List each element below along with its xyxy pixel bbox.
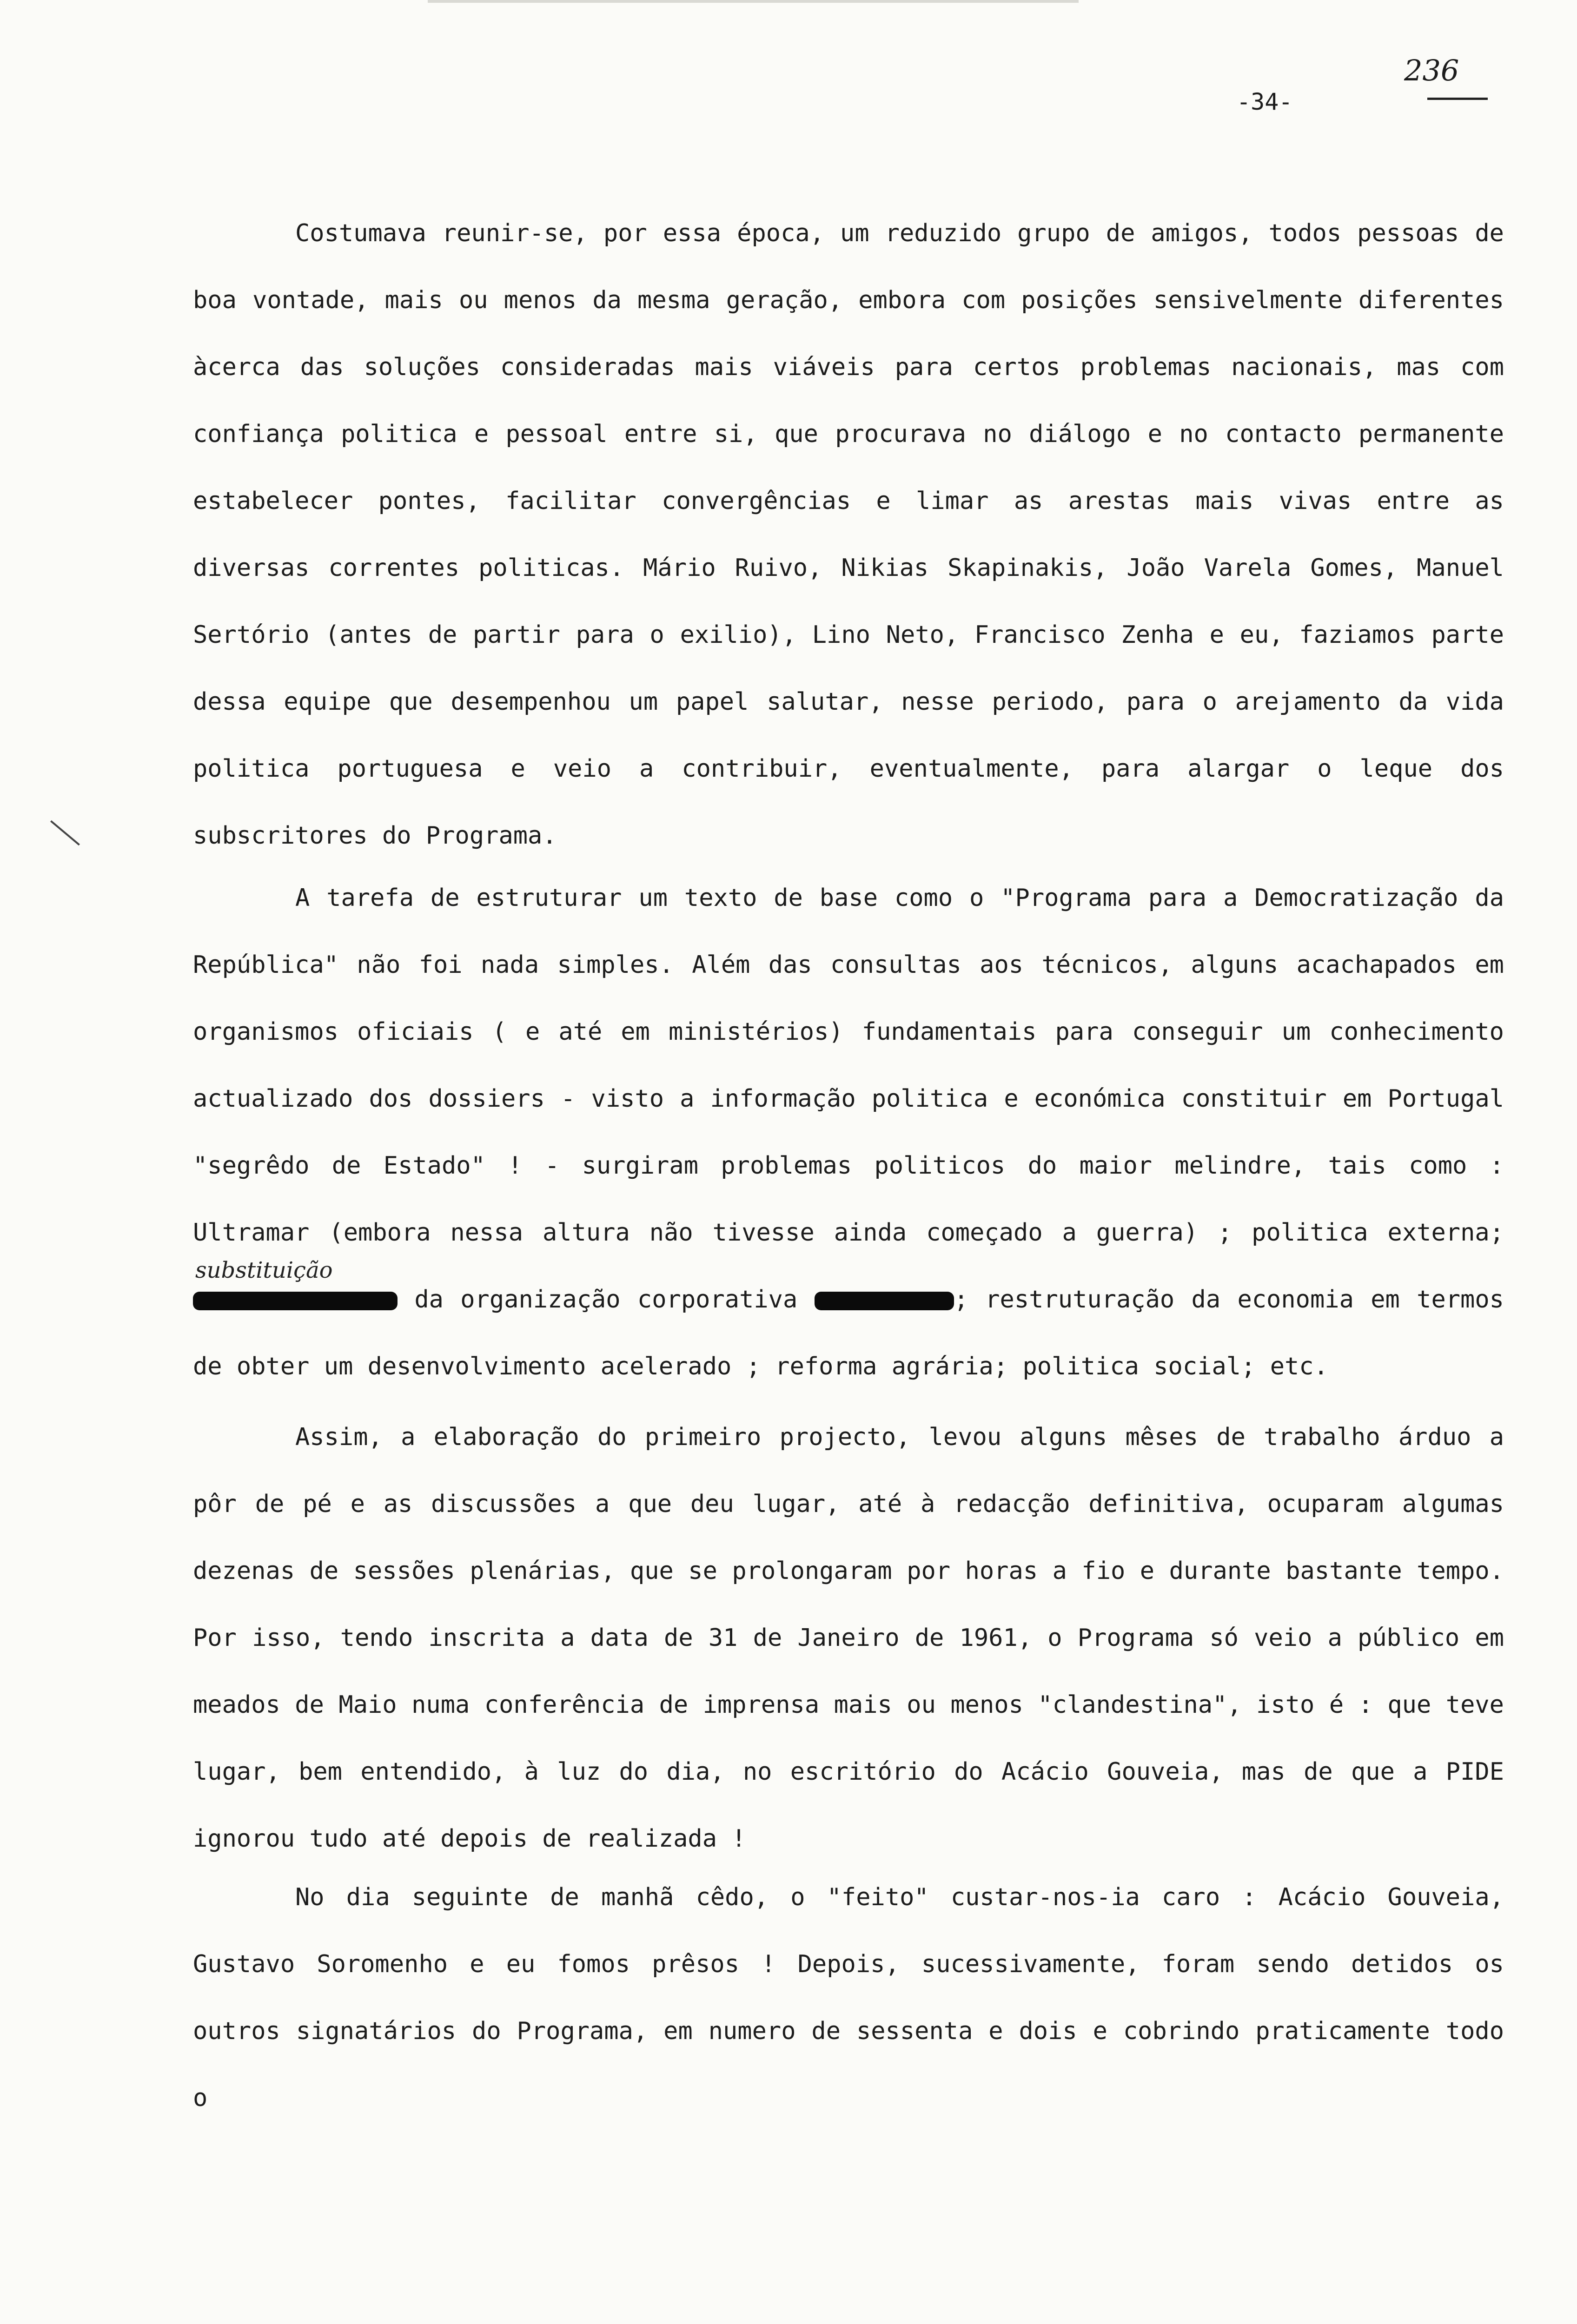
handwritten-underline — [1427, 98, 1488, 100]
redaction-bar — [193, 1292, 398, 1310]
paragraph-2-continuation-a: da organização corporativa — [414, 1286, 798, 1314]
paragraph-2 — [193, 865, 1504, 1400]
handwritten-page-number: 236 — [1404, 53, 1459, 87]
redaction-bar — [815, 1292, 954, 1310]
paragraph-2-text: A tarefa de estruturar um texto de base como o "Programa para a Democratização da República" não foi nada simples. Além das consultas aos técnicos, alguns acachapados em organismos oficiais ( e até em ministérios) fundamentais para conseguir um conhecimento actualizado dos dossiers - visto a informação politica e económica constituir em Portugal "segrêdo de Estado" ! - surgiram problemas politicos do maior melindre, tais como : Ultramar (embora nessa altura não tivesse ainda começado a guerra) ; politica externa; — [193, 884, 1504, 1247]
paragraph-3: Assim, a elaboração do primeiro projecto, levou alguns mêses de trabalho árduo a pôr de pé e as discussões a que deu lugar, até à redacção definitiva, ocuparam algumas dezenas de sessões plenárias, que se prolongaram por horas a fio e durante bastante tempo. Por isso, tendo inscrita a data de 31 de Janeiro de 1961, o Programa só veio a público em meados de Maio numa conferência de imprensa mais ou menos "clandestina", isto é : que teve lugar, bem entendido, à luz do dia, no escritório do Acácio Gouveia, mas de que a PIDE ignorou tudo até depois de realizada ! — [193, 1423, 1504, 1853]
margin-mark — [50, 820, 80, 845]
handwritten-annotation: substituição — [195, 1257, 333, 1283]
paragraph-1: Costumava reunir-se, por essa época, um reduzido grupo de amigos, todos pessoas de boa vontade, mais ou menos da mesma geração, embora com posições sensivelmente diferentes àcerca das soluções consideradas mais viáveis para certos problemas nacionais, mas com confiança politica e pessoal entre si, que procurava no diálogo e no contacto permanente estabelecer pontes, facilitar convergências e limar as arestas mais vivas entre as diversas correntes politicas. Mário Ruivo, Nikias Skapinakis, João Varela Gomes, Manuel Sertório (antes de partir para o exilio), Lino Neto, Francisco Zenha e eu, faziamos parte dessa equipe que desempenhou um papel salutar, nesse periodo, para o arejamento da vida politica portuguesa e veio a contribuir, eventualmente, para alargar o leque dos subscritores do Programa. — [193, 219, 1504, 850]
scan-edge-line — [428, 0, 1079, 3]
page-number: -34- — [1237, 88, 1293, 115]
paragraph-2-continuation-b: ; restruturação da economia em termos de obter um desenvolvimento acelerado ; reforma agrária; politica social; etc. — [193, 1286, 1504, 1380]
paragraph-4: No dia seguinte de manhã cêdo, o "feito" custar-nos-ia caro : Acácio Gouveia, Gustavo Soromenho e eu fomos prêsos ! Depois, sucessivamente, foram sendo detidos os outros signatários do Programa, em numero de sessenta e dois e cobrindo praticamente todo o — [193, 1883, 1504, 2112]
